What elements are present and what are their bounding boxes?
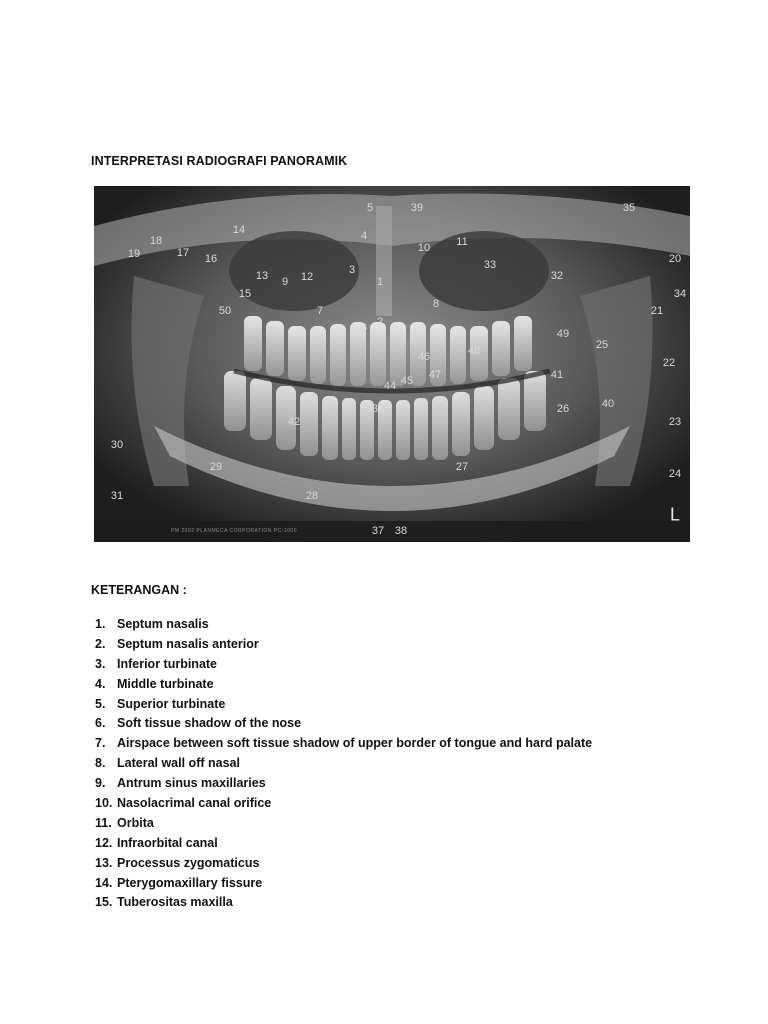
xray-label: 26: [556, 403, 570, 415]
item-text: Nasolacrimal canal orifice: [117, 796, 272, 811]
item-number: 13.: [95, 855, 113, 870]
item-number: 12.: [95, 835, 113, 850]
corner-letter: L: [669, 504, 681, 525]
keterangan-heading: KETERANGAN :: [91, 583, 187, 597]
item-number: 9.: [95, 776, 106, 791]
xray-label: 46: [417, 351, 431, 363]
item-number: 1.: [95, 617, 106, 631]
page-title: INTERPRETASI RADIOGRAFI PANORAMIK: [91, 154, 348, 168]
xray-label: 36: [371, 403, 385, 415]
list-item: [95, 835, 592, 855]
xray-label: 42: [287, 416, 301, 428]
item-text: Pterygomaxillary fissure: [117, 875, 263, 890]
xray-label: 15: [238, 288, 252, 300]
item-number: 14.: [95, 875, 113, 890]
xray-label: 10: [417, 242, 431, 254]
list-item: [95, 616, 592, 636]
xray-label: 32: [550, 270, 564, 282]
xray-label: 38: [394, 525, 408, 537]
xray-label: 2: [376, 316, 384, 328]
xray-label: 24: [668, 468, 682, 480]
xray-label: 34: [673, 288, 687, 300]
xray-label: 11: [456, 236, 468, 248]
panoramic-radiograph: [94, 186, 690, 542]
list-item: [95, 735, 592, 755]
item-text: Orbita: [117, 815, 154, 830]
item-number: 2.: [95, 636, 106, 651]
item-number: 10.: [95, 796, 113, 811]
xray-label: 21: [650, 305, 664, 317]
radiograph-image: [94, 186, 690, 542]
item-number: 11.: [95, 815, 112, 830]
xray-label: 8: [432, 298, 440, 310]
xray-label: 39: [410, 202, 424, 214]
item-number: 8.: [95, 756, 106, 771]
item-number: 15.: [95, 895, 113, 910]
xray-label: 40: [601, 398, 615, 410]
xray-label: 1: [376, 276, 384, 288]
item-text: Antrum sinus maxillaries: [117, 776, 266, 791]
item-text: Inferior turbinate: [117, 656, 218, 671]
item-text: Middle turbinate: [117, 676, 214, 691]
list-item: [95, 855, 592, 875]
xray-label: 19: [127, 248, 141, 260]
item-text: Airspace between soft tissue shadow of upper border of tongue and hard palate: [117, 736, 593, 751]
xray-label: 7: [316, 305, 324, 317]
xray-label: 20: [668, 253, 682, 265]
xray-label: 43: [299, 391, 313, 403]
list-item: [95, 696, 592, 716]
xray-label: 27: [455, 461, 469, 473]
list-item: [95, 755, 592, 775]
xray-label: 35: [622, 202, 636, 214]
xray-label: 17: [176, 247, 190, 259]
xray-label: 3: [348, 264, 356, 276]
xray-label: 16: [204, 253, 218, 265]
xray-label: 44: [383, 380, 397, 392]
xray-label: 23: [668, 416, 682, 428]
xray-label: 49: [556, 328, 570, 340]
list-item: [95, 875, 592, 895]
item-text: Infraorbital canal: [117, 835, 218, 850]
xray-label: 6: [360, 322, 368, 334]
item-text: Soft tissue shadow of the nose: [117, 716, 302, 731]
xray-label: 22: [662, 357, 676, 369]
xray-label: 37: [371, 525, 385, 537]
item-text: Lateral wall off nasal: [117, 756, 240, 771]
list-item: [95, 715, 592, 735]
item-text: Superior turbinate: [117, 696, 226, 711]
legend-list: [95, 616, 592, 914]
item-number: 5.: [95, 696, 106, 711]
xray-label: 28: [305, 490, 319, 502]
xray-footer-text: PM 2002 PLANMECA CORPORATION PC-1000: [171, 528, 297, 534]
list-item: [95, 815, 592, 835]
xray-label: 29: [209, 461, 223, 473]
xray-label: 9: [281, 276, 289, 288]
list-item: [95, 636, 592, 656]
list-item: [95, 676, 592, 696]
xray-label: 47: [428, 369, 442, 381]
xray-label: 45: [400, 375, 414, 387]
xray-label: 30: [110, 439, 124, 451]
xray-label: 41: [550, 369, 564, 381]
xray-label: 14: [232, 224, 246, 236]
xray-label: 31: [110, 490, 124, 502]
item-number: 4.: [95, 676, 106, 691]
xray-label: 4: [360, 230, 368, 242]
item-text: Tuberositas maxilla: [117, 895, 233, 910]
item-text: Septum nasalis: [117, 617, 209, 631]
xray-label: 33: [483, 259, 497, 271]
item-text: Septum nasalis anterior: [117, 636, 259, 651]
item-number: 7.: [95, 736, 106, 751]
xray-label: 18: [149, 235, 163, 247]
list-item: [95, 775, 592, 795]
xray-label: 13: [255, 270, 269, 282]
list-item: [95, 894, 592, 914]
xray-label: 25: [595, 339, 609, 351]
list-item: [95, 656, 592, 676]
xray-label: 48: [467, 345, 481, 357]
xray-label: 12: [300, 271, 314, 283]
xray-label: 50: [218, 305, 232, 317]
item-text: Processus zygomaticus: [117, 855, 260, 870]
item-number: 6.: [95, 716, 106, 731]
item-number: 3.: [95, 656, 106, 671]
xray-label: 5: [366, 202, 374, 214]
list-item: [95, 795, 592, 815]
